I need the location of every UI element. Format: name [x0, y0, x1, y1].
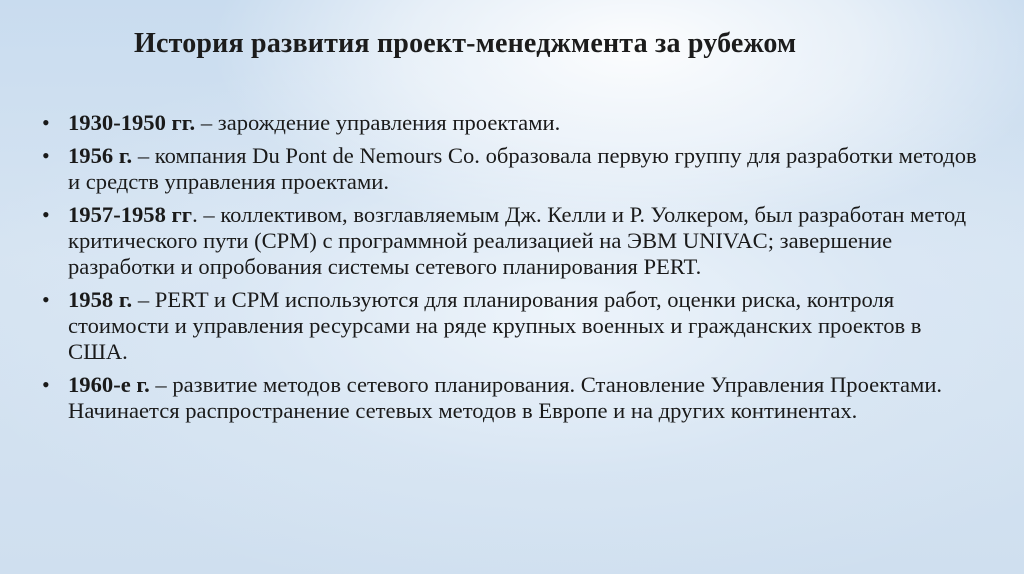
bullet-date: 1956 г.: [68, 143, 133, 168]
bullet-text: – зарождение управления проектами.: [195, 110, 561, 135]
bullet-date: 1958 г.: [68, 287, 133, 312]
bullet-item-1957: [38, 202, 978, 280]
bullet-item-1960: [38, 372, 978, 424]
slide-title: История развития проект-менеджмента за рубежом: [134, 28, 797, 59]
bullet-text: – PERT и CPM используются для планирования работ, оценки риска, контроля стоимости и управления ресурсами на ряде крупных военных и гражданских проектов в США.: [68, 287, 922, 364]
bullet-text: – компания Du Pont de Nemours Co. образовала первую группу для разработки методов и средств управления проектами.: [68, 143, 977, 194]
bullet-icon: •: [42, 372, 50, 397]
bullet-item-1956: [38, 143, 978, 195]
bullet-date: 1930-1950 гг.: [68, 110, 196, 135]
bullet-icon: •: [42, 287, 50, 312]
bullet-date: 1960-е г.: [68, 372, 150, 397]
bullet-icon: •: [42, 202, 50, 227]
bullet-text: – развитие методов сетевого планирования. Становление Управления Проектами. Начинается распространение сетевых методов в Европе и на других континентах.: [68, 372, 943, 423]
bullet-item-1958: [38, 287, 978, 365]
bullet-text: . – коллективом, возглавляемым Дж. Келли и Р. Уолкером, был разработан метод критического пути (СРМ) с программной реализацией на ЭВМ UNIVAC; завершение разработки и опробования системы сетевого планирования PERT.: [68, 202, 967, 279]
bullet-icon: •: [42, 110, 50, 135]
bullet-date: 1957-1958 гг: [68, 202, 193, 227]
bullet-icon: •: [42, 143, 50, 168]
bullet-list: [38, 110, 978, 431]
bullet-item-1930: [38, 110, 978, 136]
